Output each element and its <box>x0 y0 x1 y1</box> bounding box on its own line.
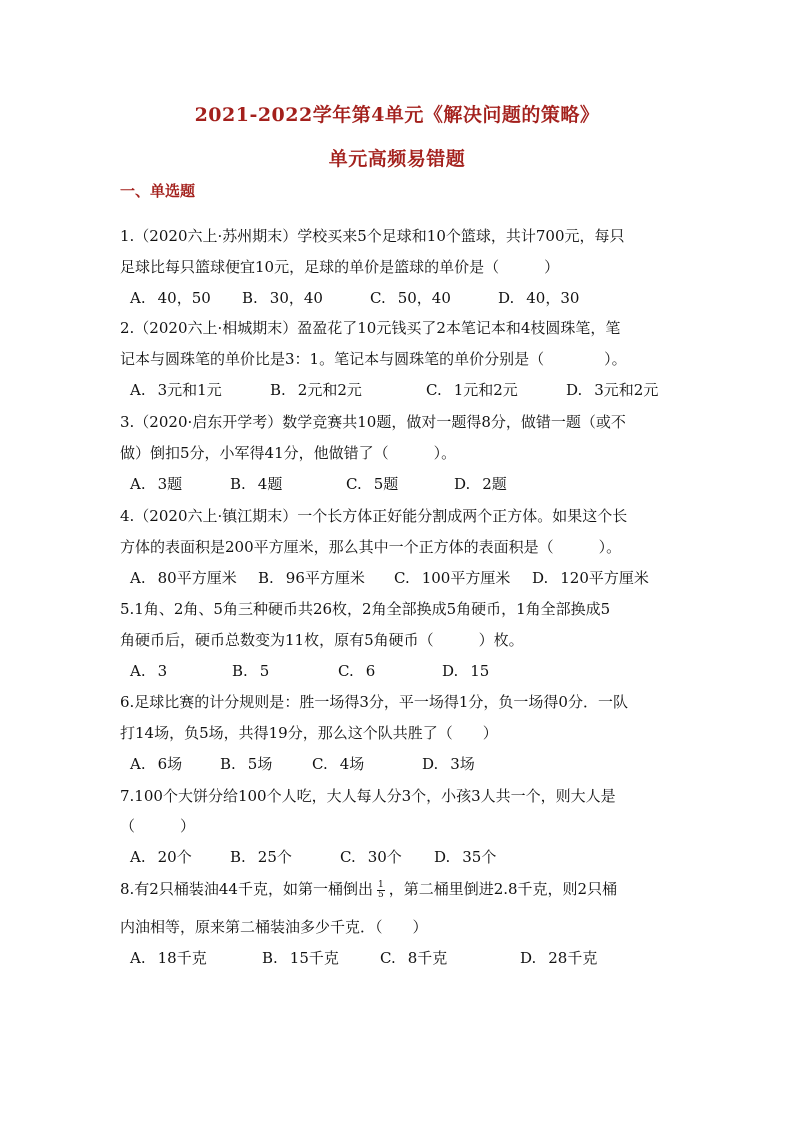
option-d: D. 15 <box>442 662 490 680</box>
question-6-line-1: 6.足球比赛的计分规则是：胜一场得3分，平一场得1分，负一场得0分．一队 <box>120 693 628 711</box>
document-subtitle: 单元高频易错题 <box>328 148 466 170</box>
option-a: A. 18千克 <box>130 949 207 967</box>
option-a: A. 20个 <box>130 848 192 866</box>
question-7-line-1: 7.100个大饼分给100个人吃，大人每人分3个，小孩3人共一个，则大人是 <box>120 787 616 805</box>
section-heading: 一、单选题 <box>120 182 196 200</box>
option-c: C. 4场 <box>312 755 365 773</box>
option-a: A. 80平方厘米 <box>130 569 237 587</box>
option-c: C. 50，40 <box>370 289 451 307</box>
option-c: C. 6 <box>338 662 376 680</box>
question-3-line-1: 3.（2020·启东开学考）数学竞赛共10题，做对一题得8分，做错一题（或不 <box>120 413 626 431</box>
question-6-line-2: 打14场，负5场，共得19分，那么这个队共胜了（ ） <box>120 724 498 742</box>
option-c: C. 100平方厘米 <box>394 569 511 587</box>
option-a: A. 6场 <box>130 755 183 773</box>
question-8-text-after: ，第二桶里倒进2.8千克，则2只桶 <box>388 880 618 898</box>
option-b: B. 5场 <box>220 755 273 773</box>
document-title: 2021-2022学年第4单元《解决问题的策略》 <box>194 104 600 126</box>
option-b: B. 30，40 <box>242 289 323 307</box>
option-a: A. 3题 <box>130 475 183 493</box>
question-4-line-2: 方体的表面积是200平方厘米，那么其中一个正方体的表面积是（ ）。 <box>120 538 622 556</box>
option-a: A. 3 <box>130 662 168 680</box>
question-7-line-2: （ ） <box>120 817 196 835</box>
question-5-line-2: 角硬币后，硬币总数变为11枚，原有5角硬币（ ）枚。 <box>120 631 524 649</box>
option-b: B. 2元和2元 <box>270 381 362 399</box>
question-1-line-2: 足球比每只篮球便宜10元，足球的单价是篮球的单价是（ ） <box>120 258 560 276</box>
option-b: B. 5 <box>232 662 270 680</box>
fraction-one-fifth: $\frac{1}{5}$ <box>377 879 384 900</box>
option-a: A. 40，50 <box>130 289 211 307</box>
question-5-line-1: 5.1角、2角、5角三种硬币共26枚，2角全部换成5角硬币，1角全部换成5 <box>120 600 611 618</box>
option-b: B. 96平方厘米 <box>258 569 365 587</box>
option-d: D. 3元和2元 <box>566 381 659 399</box>
question-2-line-1: 2.（2020六上·相城期末）盈盈花了10元钱买了2本笔记本和4枝圆珠笔，笔 <box>120 319 621 337</box>
question-4-line-1: 4.（2020六上·镇江期末）一个长方体正好能分割成两个正方体。如果这个长 <box>120 507 628 525</box>
option-d: D. 120平方厘米 <box>532 569 649 587</box>
option-d: D. 40，30 <box>498 289 580 307</box>
option-b: B. 15千克 <box>262 949 339 967</box>
question-1-line-1: 1.（2020六上·苏州期末）学校买来5个足球和10个篮球，共计700元，每只 <box>120 227 625 245</box>
question-2-line-2: 记本与圆珠笔的单价比是3：1。笔记本与圆珠笔的单价分别是（ ）。 <box>120 350 627 368</box>
question-8-line-2: 内油相等，原来第二桶装油多少千克．（ ） <box>120 918 428 936</box>
option-c: C. 30个 <box>340 848 402 866</box>
option-c: C. 8千克 <box>380 949 448 967</box>
option-c: C. 5题 <box>346 475 399 493</box>
option-d: D. 35个 <box>434 848 497 866</box>
question-8-line-1 <box>120 879 680 900</box>
option-b: B. 4题 <box>230 475 283 493</box>
option-d: D. 2题 <box>454 475 507 493</box>
option-d: D. 3场 <box>422 755 475 773</box>
option-b: B. 25个 <box>230 848 292 866</box>
option-c: C. 1元和2元 <box>426 381 518 399</box>
option-a: A. 3元和1元 <box>130 381 222 399</box>
question-3-line-2: 做）倒扣5分，小军得41分，他做错了（ ）。 <box>120 444 457 462</box>
question-8-text-before: 8.有2只桶装油44千克，如第一桶倒出 <box>120 880 373 898</box>
option-d: D. 28千克 <box>520 949 598 967</box>
